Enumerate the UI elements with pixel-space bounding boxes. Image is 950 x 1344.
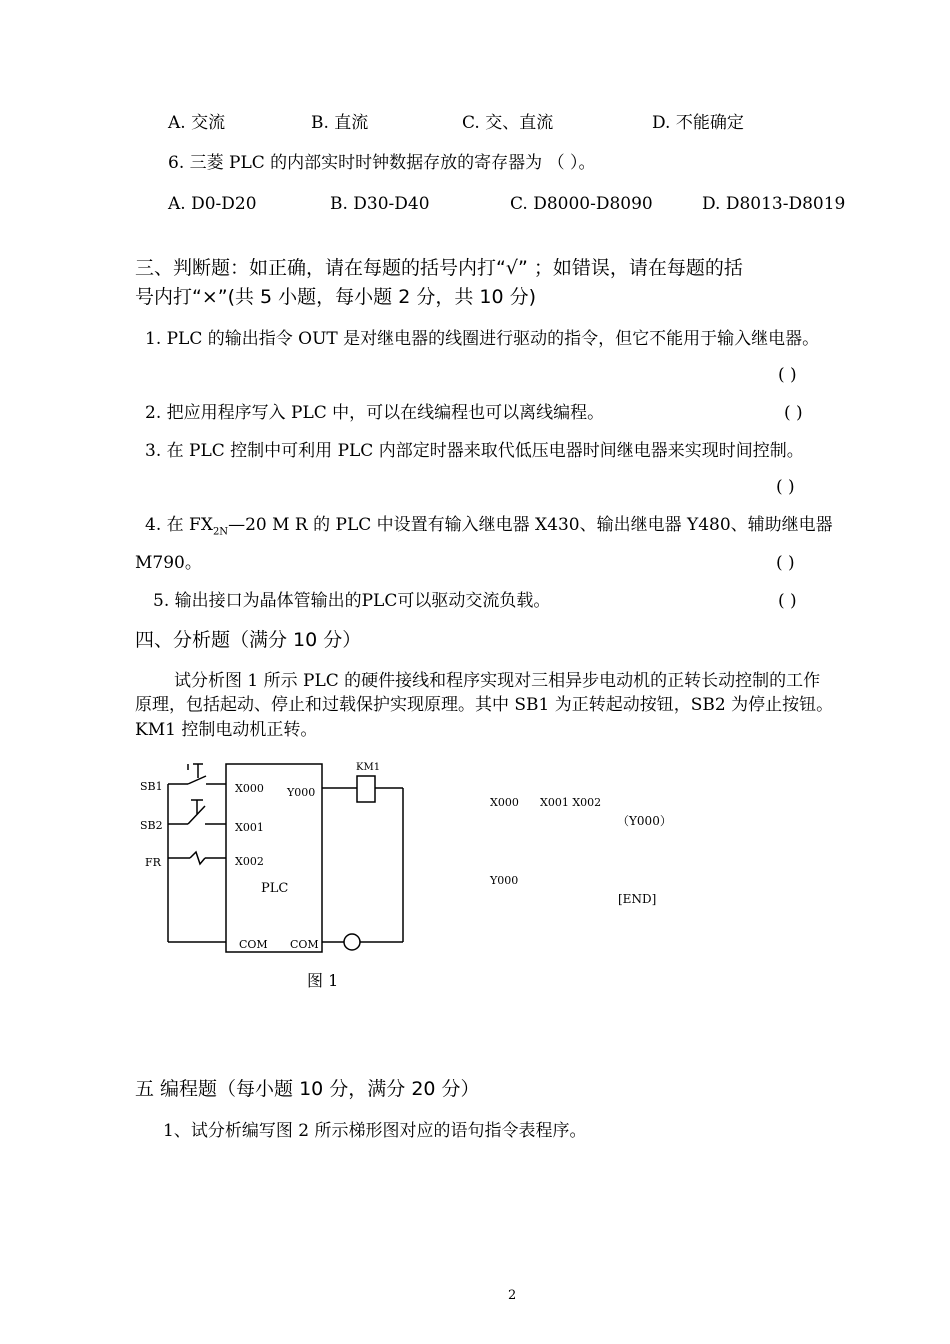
section3-title-line1: 三、判断题：如正确，请在每题的括号内打“√” ；如错误，请在每题的括 [135,257,743,279]
figure1-caption: 图 1 [307,971,339,990]
section5-q1: 1、试分析编写图 2 所示梯形图对应的语句指令表程序。 [163,1121,587,1141]
fig1-label-x001: X001 [235,821,264,834]
q6-option-b: B. D30-D40 [330,194,430,214]
section4-para-line1: 试分析图 1 所示 PLC 的硬件接线和程序实现对三相异步电动机的正转长动控制的工作 [174,671,821,691]
fig1-label-com1: COM [239,938,268,951]
s3-q3-answer-paren: ( ) [776,477,795,497]
fig1-label-x000: X000 [235,782,264,795]
section4-title: 四、分析题（满分 10 分） [135,629,362,651]
ladder-label-x001-x002: X001 X002 [540,796,602,809]
s3-q1-answer-paren: ( ) [778,365,797,385]
s3-q1: 1. PLC 的输出指令 OUT 是对继电器的线圈进行驱动的指令，但它不能用于输入继电器。 [145,329,820,349]
ladder-label-x000: X000 [490,796,519,809]
fig1-label-y000: Y000 [287,786,316,799]
q5-option-d: D. 不能确定 [652,113,744,133]
s3-q3: 3. 在 PLC 控制中可利用 PLC 内部定时器来取代低压电器时间继电器来实现时间控制。 [145,441,804,461]
q5-option-b: B. 直流 [311,113,369,133]
q5-option-a: A. 交流 [168,113,226,133]
s3-q4-post: —20 M R 的 PLC 中设置有输入继电器 X430、输出继电器 Y480、辅助继电器 [228,515,833,535]
q5-option-c: C. 交、直流 [462,113,554,133]
s3-q5-answer-paren: ( ) [778,591,797,611]
ladder-coil-y000: （Y000） [617,814,672,828]
fig1-label-fr: FR [145,856,161,869]
section4-para-line3: KM1 控制电动机正转。 [135,720,318,740]
s3-q2-answer-paren: ( ) [784,403,803,423]
s3-q4-pre: 4. 在 FX [145,515,213,535]
fig1-label-x002: X002 [235,855,264,868]
s3-q4-line2: M790。 [135,553,202,573]
section5-title: 五 编程题（每小题 10 分，满分 20 分） [135,1078,480,1100]
section4-para-line2: 原理，包括起动、停止和过载保护实现原理。其中 SB1 为正转起动按钮，SB2 为停止按钮。 [135,695,834,715]
fig1-label-sb1: SB1 [140,780,163,793]
q6-option-d: D. D8013-D8019 [702,194,846,214]
s3-q2: 2. 把应用程序写入 PLC 中，可以在线编程也可以离线编程。 [145,403,605,423]
page-number: 2 [508,1288,517,1303]
q6-option-a: A. D0-D20 [168,194,257,214]
fig1-label-km1: KM1 [356,762,381,773]
s3-q5: 5. 输出接口为晶体管输出的PLC可以驱动交流负载。 [153,591,551,611]
fig1-label-com2: COM [290,938,319,951]
q6-stem: 6. 三菱 PLC 的内部实时时钟数据存放的寄存器为 （ ）。 [168,153,596,173]
s3-q4-sub: 2N [212,526,229,538]
section3-title-line2: 号内打“×”(共 5 小题，每小题 2 分，共 10 分) [135,286,537,308]
s3-q4-answer-paren: ( ) [776,553,795,573]
q6-option-c: C. D8000-D8090 [510,194,653,214]
ladder-end: [END] [618,892,657,906]
fig1-label-sb2: SB2 [140,819,163,832]
ladder-label-y000: Y000 [490,874,519,887]
fig1-label-plc: PLC [261,881,289,896]
